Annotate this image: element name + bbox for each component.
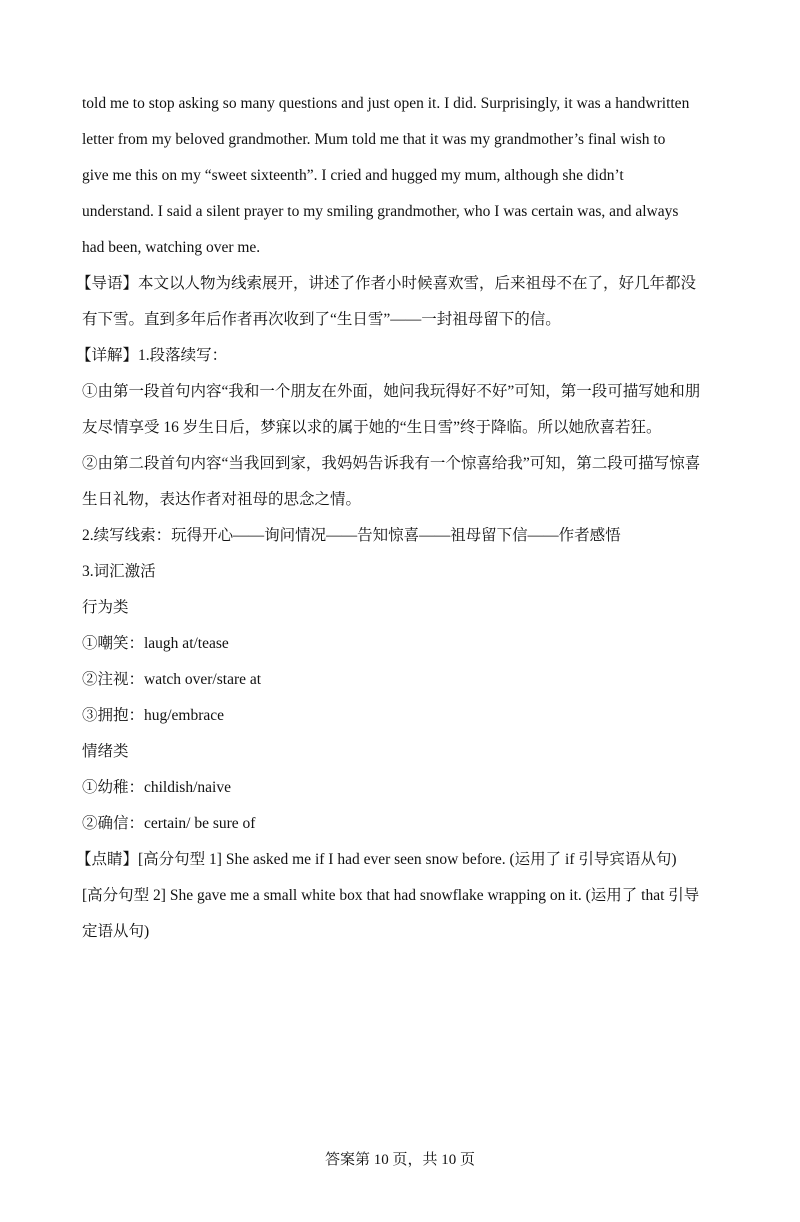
page-number: 答案第 10 页，共 10 页	[324, 1152, 475, 1168]
emotion-item-1: ①幼稚：childish/naive	[82, 779, 231, 796]
highlight-line-1	[76, 842, 722, 878]
behavior-item-3: ③拥抱：hug/embrace	[82, 707, 225, 724]
behavior-item-2: ②注视：watch over/stare at	[82, 671, 262, 688]
highlight-text-1: [高分句型 1] She asked me if I had ever seen snow before. (运用了 if 引导宾语从句)	[138, 851, 677, 868]
detail-heading-line	[76, 338, 722, 374]
guide-text-1: 本文以人物为线索展开，讲述了作者小时候喜欢雪，后来祖母不在了，好几年都没	[138, 275, 697, 292]
detail-p1-line-1: ①由第一段首句内容“我和一个朋友在外面，她问我玩得好不好”可知，第一段可描写她和朋	[82, 383, 701, 400]
guide-line-1	[76, 266, 722, 302]
highlight-tag: 【点睛】	[76, 851, 139, 868]
detail-p2-line-2: 生日礼物，表达作者对祖母的思念之情。	[82, 491, 362, 508]
writing-clue: 2.续写线索：玩得开心——询问情况——告知惊喜——祖母留下信——作者感悟	[82, 527, 621, 544]
letter-line-1: told me to stop asking so many questions and just open it. I did. Surprisingly, it was a handwritten	[82, 95, 690, 112]
detail-tag: 【详解】	[76, 347, 139, 364]
vocab-heading: 3.词汇激活	[82, 563, 156, 580]
guide-line-2: 有下雪。直到多年后作者再次收到了“生日雪”——一封祖母留下的信。	[82, 311, 561, 328]
behavior-item-1: ①嘲笑：laugh at/tease	[82, 635, 229, 652]
detail-p1-line-2: 友尽情享受 16 岁生日后，梦寐以求的属于她的“生日雪”终于降临。所以她欣喜若狂。	[82, 419, 662, 436]
letter-line-4: understand. I said a silent prayer to my smiling grandmother, who I was certain was, and always	[82, 203, 679, 220]
highlight-line-2: [高分句型 2] She gave me a small white box that had snowflake wrapping on it. (运用了 that 引导	[82, 887, 700, 904]
letter-line-5: had been, watching over me.	[82, 239, 261, 256]
detail-heading: 1.段落续写：	[138, 347, 228, 364]
emotion-item-2: ②确信：certain/ be sure of	[82, 815, 256, 832]
guide-tag: 【导语】	[76, 275, 139, 292]
detail-p2-line-1: ②由第二段首句内容“当我回到家，我妈妈告诉我有一个惊喜给我”可知，第二段可描写惊喜	[82, 455, 701, 472]
letter-line-3: give me this on my “sweet sixteenth”. I cried and hugged my mum, although she didn’t	[82, 167, 624, 184]
emotion-heading: 情绪类	[82, 743, 129, 760]
letter-line-2: letter from my beloved grandmother. Mum told me that it was my grandmother’s final wish to	[82, 131, 666, 148]
document-body	[76, 86, 722, 950]
highlight-line-3: 定语从句)	[82, 923, 150, 940]
behavior-heading: 行为类	[82, 599, 129, 616]
